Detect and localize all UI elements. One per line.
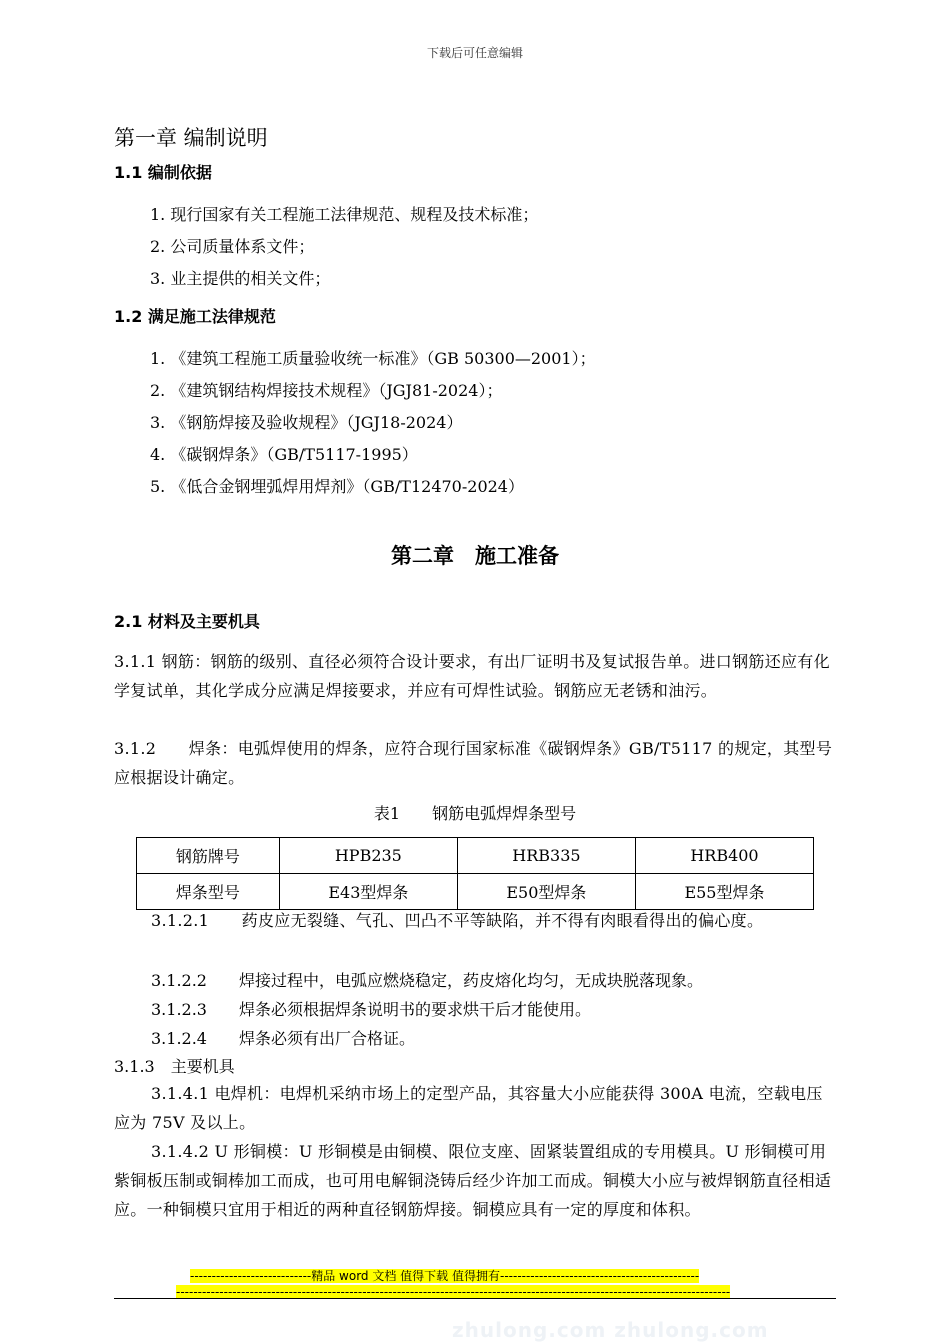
paragraph-3-1-1: 3.1.1 钢筋：钢筋的级别、直径必须符合设计要求，有出厂证明书及复试报告单。进口钢筋还应有化学复试单，其化学成分应满足焊接要求，并应有可焊性试验。钢筋应无老锈和油污。	[114, 652, 830, 700]
list-item: 3. 《钢筋焊接及验收规程》（JGJ18-2024）	[150, 413, 463, 432]
chapter-2-title: 第二章 施工准备	[391, 544, 559, 568]
page-header: 下载后可任意编辑	[426, 46, 523, 60]
paragraph-3-1-3: 3.1.3 主要机具	[114, 1057, 235, 1076]
paragraph-3-1-2-2: 3.1.2.2 焊接过程中，电弧应燃烧稳定，药皮熔化均匀，无成块脱落现象。	[151, 971, 703, 990]
list-item: 5. 《低合金钢埋弧焊用焊剂》（GB/T12470-2024）	[150, 477, 524, 496]
footer-highlight-dashes: --------------------------------------------------------------------------------------------------------------------------------	[176, 1285, 731, 1299]
table-cell: HRB335	[457, 838, 635, 874]
section-1-2-heading: 1.2 满足施工法律规范	[114, 307, 276, 326]
paragraph-3-1-2-3: 3.1.2.3 焊条必须根据焊条说明书的要求烘干后才能使用。	[151, 1000, 591, 1019]
footer-highlight-text: ----------------------------精品 word 文档 值得下载 值得拥有----------------------------------------------	[190, 1269, 700, 1283]
paragraph-3-1-2: 3.1.2 焊条：电弧焊使用的焊条，应符合现行国家标准《碳钢焊条》GB/T5117 的规定，其型号应根据设计确定。	[114, 739, 833, 787]
section-1-1-heading: 1.1 编制依据	[114, 163, 212, 182]
chapter-1-title: 第一章 编制说明	[114, 126, 268, 150]
table-cell: HRB400	[635, 838, 813, 874]
paragraph-3-1-4-1: 3.1.4.1 电焊机：电焊机采纳市场上的定型产品，其容量大小应能获得 300A 电流，空载电压应为 75V 及以上。	[114, 1084, 823, 1132]
list-item: 1. 现行国家有关工程施工法律规范、规程及技术标准；	[150, 205, 539, 224]
list-item: 2. 公司质量体系文件；	[150, 237, 315, 256]
electrode-type-table	[136, 837, 814, 910]
table-cell: 焊条型号	[137, 874, 280, 910]
footer-divider	[114, 1298, 836, 1299]
list-item: 4. 《碳钢焊条》（GB/T5117-1995）	[150, 445, 418, 464]
table-cell: 钢筋牌号	[137, 838, 280, 874]
table-row	[137, 874, 814, 910]
list-item: 3. 业主提供的相关文件；	[150, 269, 331, 288]
paragraph-3-1-2-4: 3.1.2.4 焊条必须有出厂合格证。	[151, 1029, 415, 1048]
list-item: 1. 《建筑工程施工质量验收统一标准》（GB 50300—2001）；	[150, 349, 596, 368]
watermark: zhulong.com zhulong.com	[452, 1318, 769, 1342]
table-cell: E50型焊条	[457, 874, 635, 910]
table-cell: E43型焊条	[279, 874, 457, 910]
paragraph-3-1-4-2: 3.1.4.2 U 形铜模：U 形铜模是由铜模、限位支座、固紧装置组成的专用模具。U 形铜模可用紫铜板压制或铜棒加工而成，也可用电解铜浇铸后经少许加工而成。铜模大小应与被焊钢筋直径相适应。一种铜模只宜用于相近的两种直径钢筋焊接。铜模应具有一定的厚度和体积。	[114, 1142, 832, 1219]
table-cell: HPB235	[279, 838, 457, 874]
table-row	[137, 838, 814, 874]
paragraph-3-1-2-1: 3.1.2.1 药皮应无裂缝、气孔、凹凸不平等缺陷，并不得有肉眼看得出的偏心度。	[151, 911, 764, 930]
list-item: 2. 《建筑钢结构焊接技术规程》（JGJ81-2024）；	[150, 381, 503, 400]
table-caption: 表1 钢筋电弧焊焊条型号	[373, 804, 577, 823]
table-cell: E55型焊条	[635, 874, 813, 910]
section-2-1-heading: 2.1 材料及主要机具	[114, 612, 260, 631]
